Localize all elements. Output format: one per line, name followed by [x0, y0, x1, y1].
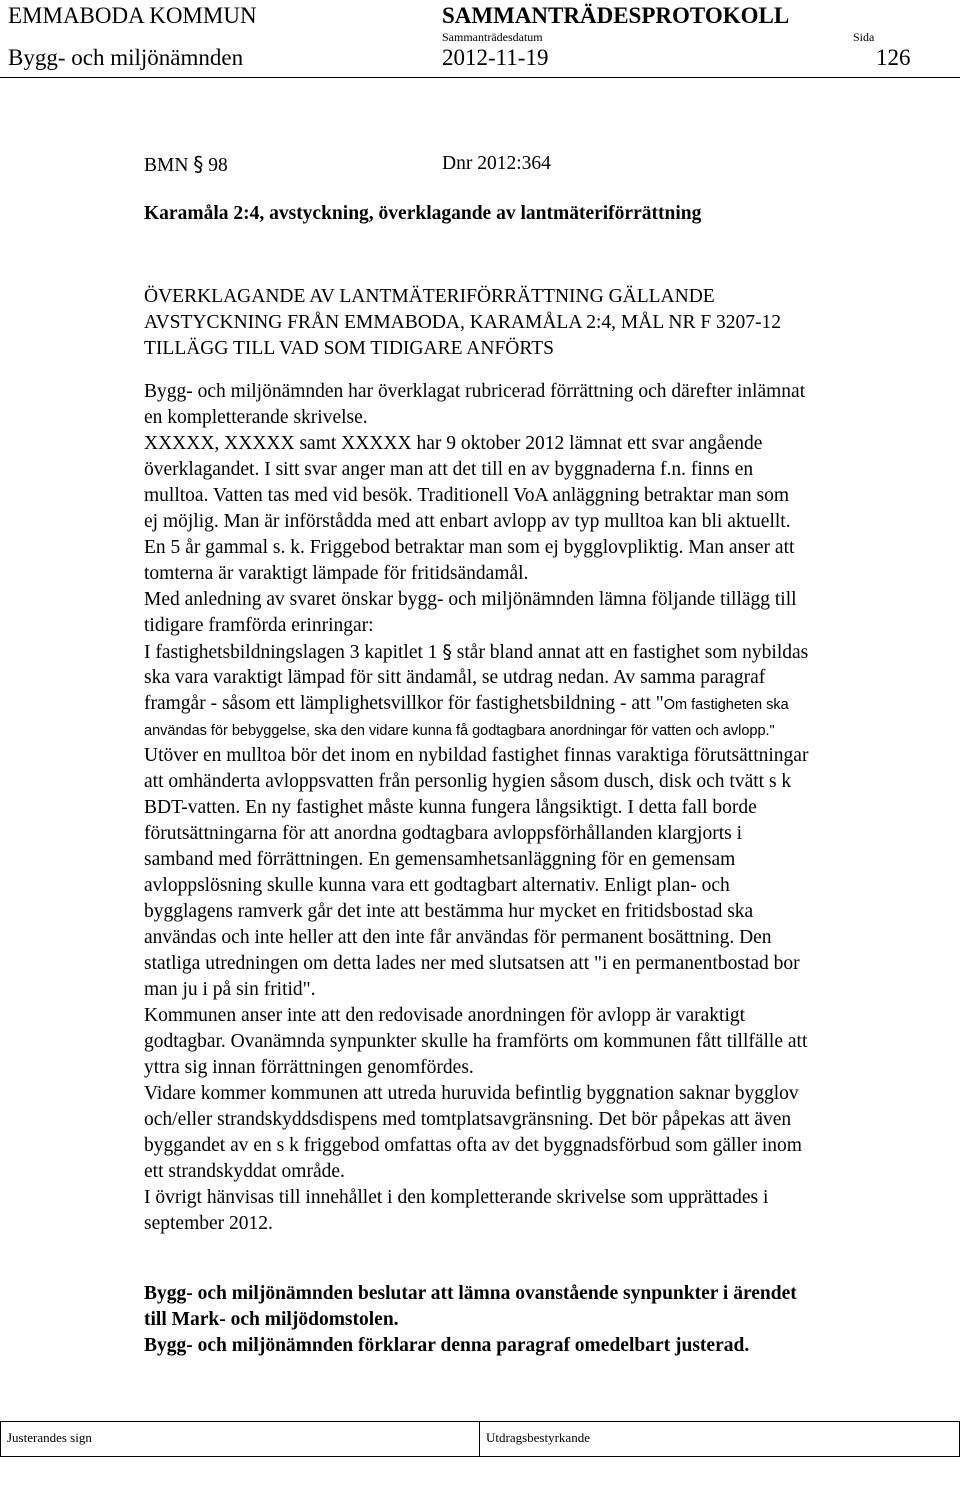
case-number: BMN § 98	[144, 152, 228, 176]
body-line: att omhänderta avloppsvatten från personlig hygien såsom dusch, disk och tvätt s k	[144, 771, 792, 792]
heading-line-2: AVSTYCKNING FRÅN EMMABODA, KARAMÅLA 2:4, MÅL NR F 3207-12	[144, 312, 782, 333]
body-line: och/eller strandskyddsdispens med tomtplatsavgränsning. Det bör påpekas att även	[144, 1109, 792, 1130]
body-line: BDT-vatten. En ny fastighet måste kunna fungera långsiktigt. I detta fall borde	[144, 797, 757, 818]
header-committee: Bygg- och miljönämnden	[8, 45, 244, 70]
body-line: ej möjlig. Man är införstådda med att enbart avlopp av typ mulltoa kan bli aktuellt.	[144, 511, 791, 532]
law-quote: Om fastigheten ska	[663, 697, 789, 713]
body-line: ett strandskyddat område.	[144, 1161, 345, 1182]
body-line: överklagandet. I sitt svar anger man att det till en av byggnaderna f.n. finns en	[144, 459, 754, 480]
header-page-label: Sida	[853, 30, 875, 44]
body-line: förutsättningarna för att anordna godtagbara avloppsförhållanden klargjorts i	[144, 823, 742, 844]
body-line: Bygg- och miljönämnden har överklagat rubricerad förrättning och därefter inlämnat	[144, 381, 806, 402]
decision-line: Bygg- och miljönämnden förklarar denna paragraf omedelbart justerad.	[144, 1335, 750, 1356]
body-line: avloppslösning skulle kunna vara ett godtagbart alternativ. Enligt plan- och	[144, 875, 730, 896]
section-sign: §	[442, 641, 452, 663]
body-line: statliga utredningen om detta lades ner med slutsatsen att "i en permanentbostad bor	[144, 953, 800, 974]
header-page-number: 126	[876, 45, 911, 70]
footer-justerandes-sign: Justerandes sign	[7, 1430, 92, 1445]
header-date: 2012-11-19	[442, 45, 549, 70]
header-rule	[0, 77, 960, 78]
law-line-1: I fastighetsbildningslagen 3 kapitlet 1 § står bland annat att en fastighet som nybildas	[144, 641, 809, 663]
body-line: mulltoa. Vatten tas med vid besök. Traditionell VoA anläggning betraktar man som	[144, 485, 790, 506]
law-line-2: ska vara varaktigt lämpad för sitt ändamål, se utdrag nedan. Av samma paragraf	[144, 667, 766, 688]
body-line: Utöver en mulltoa bör det inom en nybildad fastighet finnas varaktiga förutsättningar	[144, 745, 809, 766]
header-org: EMMABODA KOMMUN	[8, 3, 257, 28]
law-line-3: framgår - såsom ett lämplighetsvillkor för fastighetsbildning - att "Om fastigheten ska	[144, 693, 789, 714]
body-line: tomterna är varaktigt lämpade för fritidsändamål.	[144, 563, 529, 584]
header-date-label: Sammanträdesdatum	[442, 30, 543, 44]
body-line: En 5 år gammal s. k. Friggebod betraktar man som ej bygglovpliktig. Man anser att	[144, 537, 795, 558]
heading-line-1: ÖVERKLAGANDE AV LANTMÄTERIFÖRRÄTTNING GÄLLANDE	[144, 286, 715, 307]
body-line: Vidare kommer kommunen att utreda huruvida befintlig byggnation saknar bygglov	[144, 1083, 799, 1104]
body-line: bygglagens ramverk går det inte att bestämma hur mycket en fritidsbostad ska	[144, 901, 754, 922]
decision	[144, 1281, 934, 1359]
body-line: yttra sig innan förrättningen genomfördes.	[144, 1057, 474, 1078]
footer-divider	[479, 1421, 480, 1456]
case-title: Karamåla 2:4, avstyckning, överklagande av lantmäteriförrättning	[144, 203, 702, 224]
body-line: I övrigt hänvisas till innehållet i den kompletterande skrivelse som upprättades i	[144, 1187, 769, 1208]
law-quote: användas för bebyggelse, ska den vidare kunna få godtagbara anordningar för vatten och avlopp."	[144, 723, 775, 739]
section-sign: §	[193, 152, 204, 176]
footer-divider	[0, 1421, 1, 1456]
header-protocol: SAMMANTRÄDESPROTOKOLL	[442, 3, 790, 28]
body-text	[144, 379, 934, 1237]
law-line-4	[144, 717, 934, 743]
body-line: byggandet av en s k friggebod omfattas ofta av det byggnadsförbud som gäller inom	[144, 1135, 802, 1156]
footer-utdragsbestyrkande: Utdragsbestyrkande	[486, 1430, 590, 1445]
body-line: Med anledning av svaret önskar bygg- och miljönämnden lämna följande tillägg till	[144, 589, 797, 610]
body-line: godtagbar. Ovanämnda synpunkter skulle ha framförts om kommunen fått tillfälle att	[144, 1031, 808, 1052]
body-line: Kommunen anser inte att den redovisade anordningen för avlopp är varaktigt	[144, 1005, 746, 1026]
footer-bottom-rule	[0, 1456, 960, 1457]
body-line: en kompletterande skrivelse.	[144, 407, 368, 428]
body-line: september 2012.	[144, 1213, 273, 1234]
body-line: XXXXX, XXXXX samt XXXXX har 9 oktober 2012 lämnat ett svar angående	[144, 433, 763, 454]
body-line: användas och inte heller att den inte får användas för permanent bosättning. Den	[144, 927, 772, 948]
footer-box	[0, 1421, 960, 1456]
body-line: tidigare framförda erinringar:	[144, 615, 374, 636]
decision-line: Bygg- och miljönämnden beslutar att lämna ovanstående synpunkter i ärendet	[144, 1283, 797, 1304]
case-dnr: Dnr 2012:364	[442, 153, 551, 174]
decision-line: till Mark- och miljödomstolen.	[144, 1309, 399, 1330]
body-line: man ju i på sin fritid".	[144, 979, 316, 1000]
body-line: samband med förrättningen. En gemensamhetsanläggning för en gemensam	[144, 849, 736, 870]
heading-line-3: TILLÄGG TILL VAD SOM TIDIGARE ANFÖRTS	[144, 338, 554, 359]
